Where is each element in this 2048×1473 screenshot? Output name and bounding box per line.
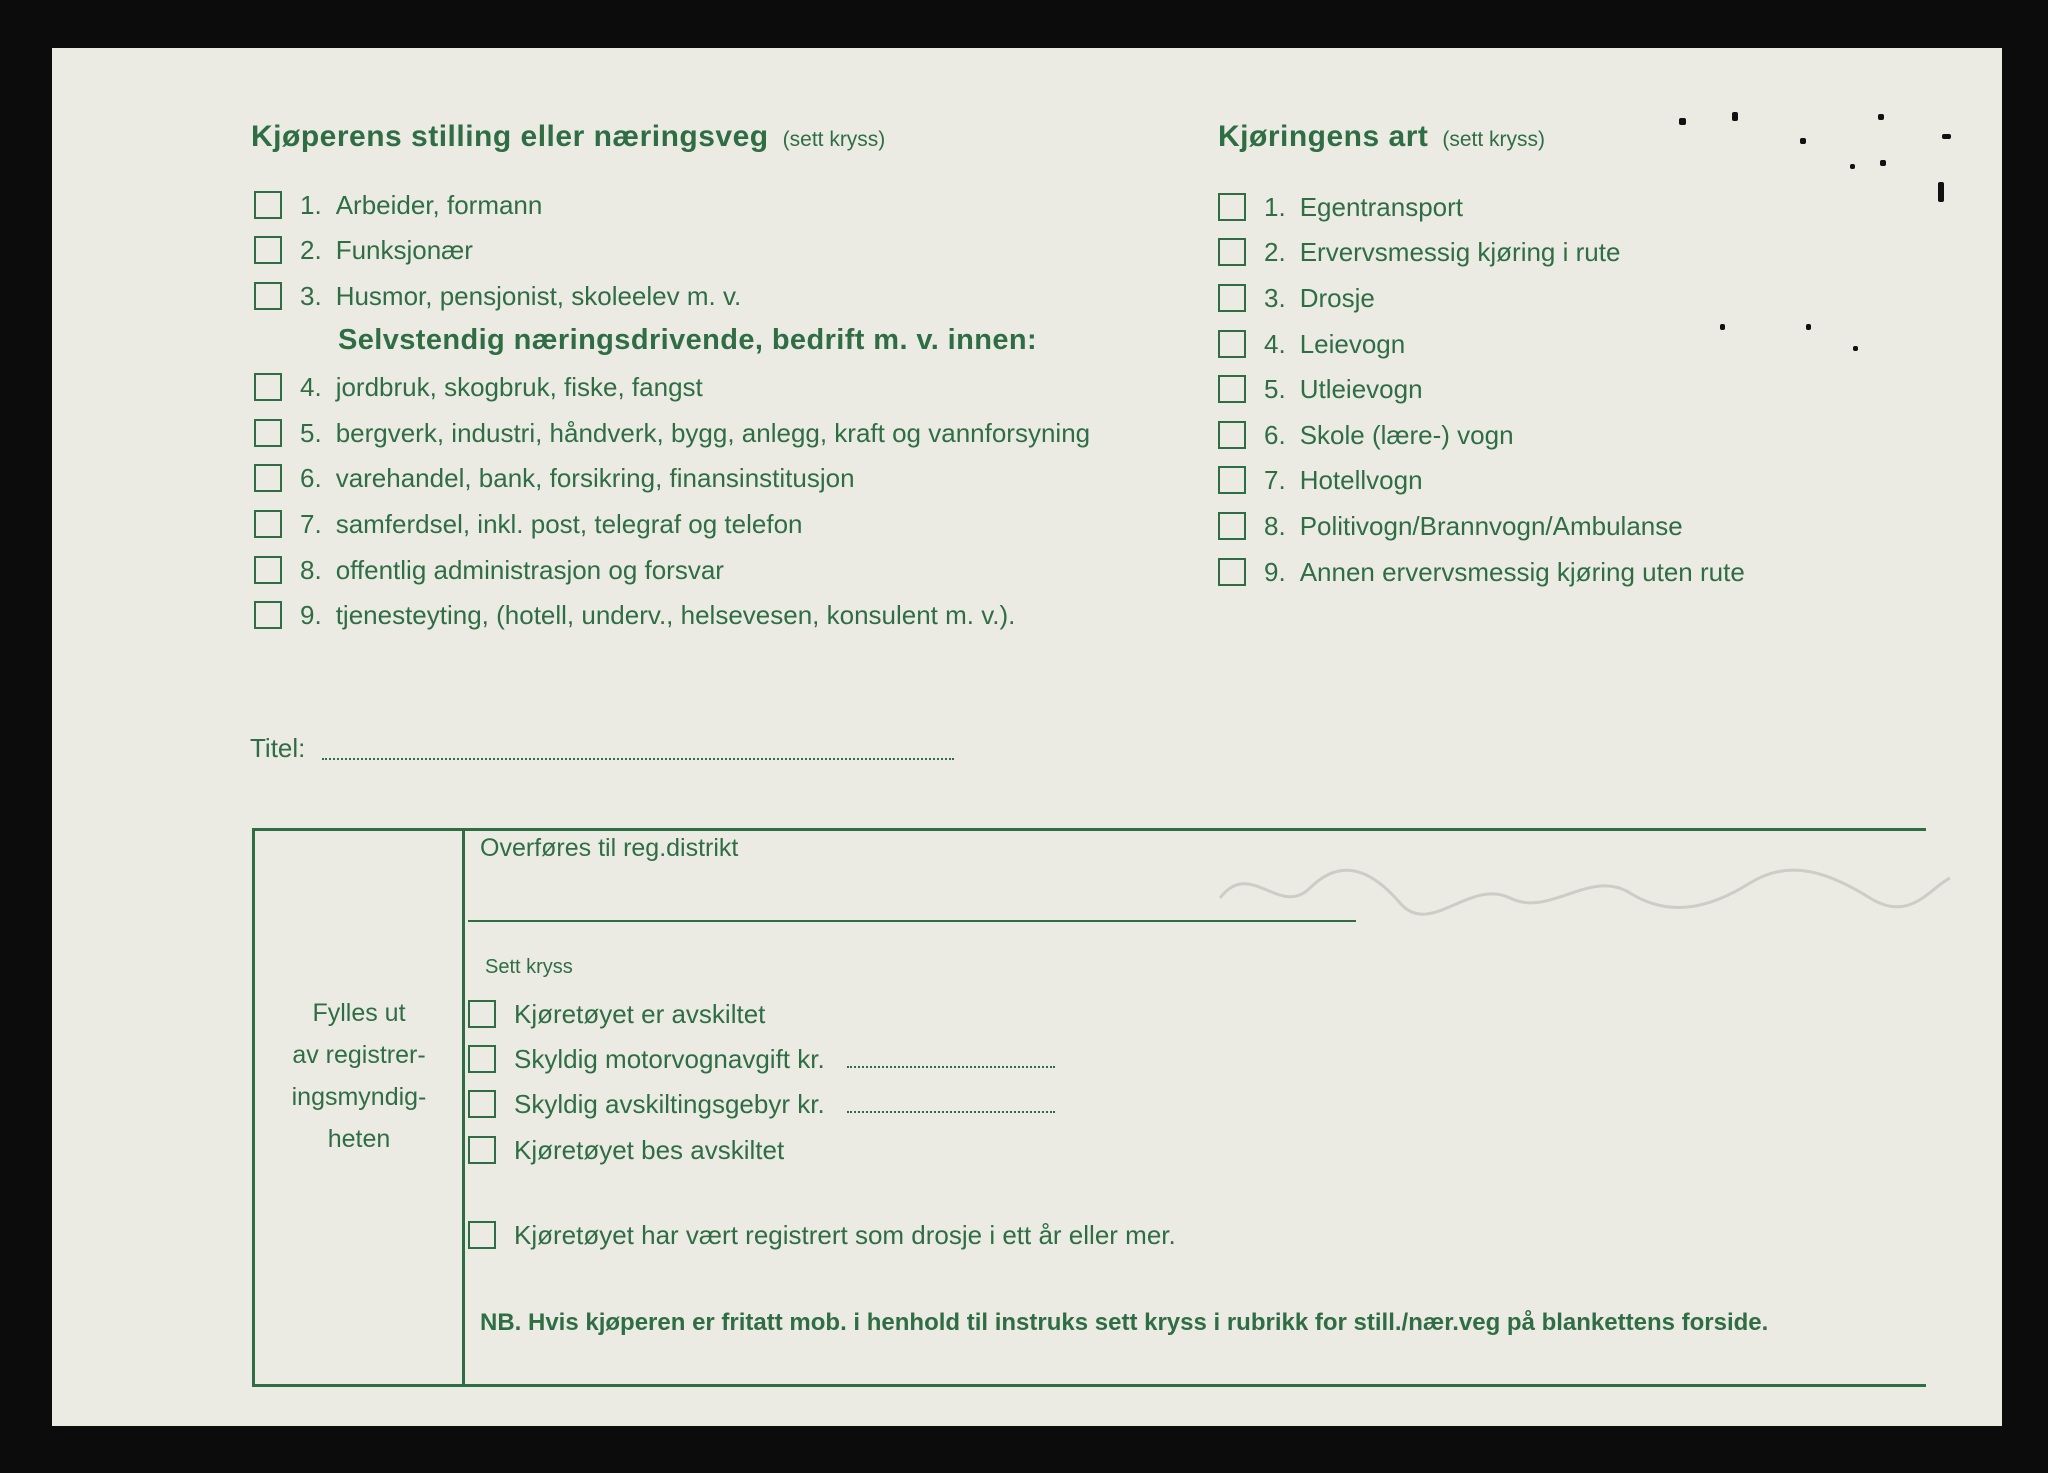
registry-side-label bbox=[264, 992, 454, 1160]
ink-speck bbox=[1942, 134, 1951, 139]
occupation-option[interactable] bbox=[254, 461, 855, 495]
option-number: 2. bbox=[1264, 236, 1286, 267]
left-heading-note: (sett kryss) bbox=[782, 128, 886, 151]
option-number: 9. bbox=[300, 599, 322, 630]
checkbox[interactable] bbox=[1218, 330, 1246, 358]
check-label: Skyldig motorvognavgift kr. bbox=[514, 1043, 825, 1074]
checkbox[interactable] bbox=[254, 236, 282, 264]
registry-check[interactable] bbox=[468, 997, 765, 1031]
checkbox[interactable] bbox=[254, 464, 282, 492]
option-number: 1. bbox=[300, 189, 322, 220]
form-sheet bbox=[52, 48, 2002, 1426]
ink-speck bbox=[1679, 118, 1686, 125]
ink-speck bbox=[1732, 112, 1738, 121]
occupation-option[interactable] bbox=[254, 416, 1090, 450]
driving-type-option[interactable] bbox=[1218, 372, 1423, 406]
option-label: jordbruk, skogbruk, fiske, fangst bbox=[335, 371, 703, 402]
option-number: 8. bbox=[300, 554, 322, 585]
option-label: Utleievogn bbox=[1299, 373, 1423, 404]
check-label: Kjøretøyet er avskiltet bbox=[514, 998, 766, 1029]
option-label: Skole (lære-) vogn bbox=[1299, 419, 1514, 450]
registry-check[interactable] bbox=[468, 1133, 784, 1167]
self-employed-subheading: Selvstendig næringsdrivende, bedrift m. v. innen: bbox=[338, 324, 1038, 356]
box-left-border bbox=[252, 828, 255, 1387]
occupation-option[interactable] bbox=[254, 553, 724, 587]
occupation-option[interactable] bbox=[254, 507, 803, 541]
checkbox[interactable] bbox=[1218, 512, 1246, 540]
right-heading-text: Kjøringens art bbox=[1218, 120, 1429, 153]
driving-type-option[interactable] bbox=[1218, 190, 1463, 224]
titel-field[interactable] bbox=[322, 758, 954, 760]
check-label: Kjøretøyet har vært registrert som drosje i ett år eller mer. bbox=[514, 1219, 1176, 1250]
option-number: 6. bbox=[1264, 419, 1286, 450]
option-number: 2. bbox=[300, 234, 322, 265]
occupation-option[interactable] bbox=[254, 279, 741, 313]
transfer-label: Overføres til reg.distrikt bbox=[480, 834, 739, 862]
option-label: offentlig administrasjon og forsvar bbox=[335, 554, 724, 585]
box-top-border bbox=[252, 828, 1926, 831]
option-number: 4. bbox=[1264, 328, 1286, 359]
option-label: Funksjonær bbox=[335, 234, 473, 265]
right-heading bbox=[1218, 120, 1545, 154]
checkbox[interactable] bbox=[254, 556, 282, 584]
driving-type-option[interactable] bbox=[1218, 555, 1745, 589]
option-label: Leievogn bbox=[1299, 328, 1406, 359]
checkbox[interactable] bbox=[468, 1000, 496, 1028]
checkbox[interactable] bbox=[1218, 238, 1246, 266]
ink-speck bbox=[1720, 324, 1725, 330]
checkbox[interactable] bbox=[468, 1221, 496, 1249]
box-bottom-border bbox=[252, 1384, 1926, 1387]
driving-type-option[interactable] bbox=[1218, 281, 1375, 315]
ink-speck bbox=[1878, 114, 1884, 120]
occupation-option[interactable] bbox=[254, 233, 473, 267]
checkbox[interactable] bbox=[254, 282, 282, 310]
faint-handwriting-trace bbox=[1210, 848, 1960, 928]
motorvognavgift-amount-field[interactable] bbox=[847, 1066, 1055, 1068]
checkbox[interactable] bbox=[1218, 193, 1246, 221]
option-number: 6. bbox=[300, 462, 322, 493]
ink-speck bbox=[1938, 182, 1944, 202]
occupation-option[interactable] bbox=[254, 598, 1015, 632]
registry-check[interactable] bbox=[468, 1087, 1055, 1121]
ink-speck bbox=[1806, 324, 1811, 330]
option-number: 3. bbox=[1264, 282, 1286, 313]
checkbox[interactable] bbox=[254, 419, 282, 447]
option-label: Drosje bbox=[1299, 282, 1375, 313]
checkbox[interactable] bbox=[254, 601, 282, 629]
titel-label: Titel: bbox=[250, 733, 306, 763]
check-label: Skyldig avskiltingsgebyr kr. bbox=[514, 1088, 825, 1119]
option-number: 4. bbox=[300, 371, 322, 402]
checkbox[interactable] bbox=[254, 373, 282, 401]
occupation-option[interactable] bbox=[254, 370, 703, 404]
option-label: tjenesteyting, (hotell, underv., helsevesen, konsulent m. v.). bbox=[335, 599, 1016, 630]
left-heading bbox=[251, 120, 885, 154]
option-number: 7. bbox=[300, 508, 322, 539]
avskiltingsgebyr-amount-field[interactable] bbox=[847, 1111, 1055, 1113]
drosje-check[interactable] bbox=[468, 1218, 1176, 1252]
option-number: 9. bbox=[1264, 556, 1286, 587]
option-label: samferdsel, inkl. post, telegraf og telefon bbox=[335, 508, 803, 539]
option-label: Egentransport bbox=[1299, 191, 1464, 222]
left-heading-text: Kjøperens stilling eller næringsveg bbox=[251, 120, 769, 153]
option-label: Arbeider, formann bbox=[335, 189, 543, 220]
checkbox[interactable] bbox=[254, 191, 282, 219]
check-label: Kjøretøyet bes avskiltet bbox=[514, 1134, 785, 1165]
side-label-line: Fylles ut bbox=[312, 999, 406, 1027]
occupation-option[interactable] bbox=[254, 188, 542, 222]
driving-type-option[interactable] bbox=[1218, 327, 1405, 361]
registry-check[interactable] bbox=[468, 1042, 1055, 1076]
side-label-line: ingsmyndig- bbox=[291, 1083, 427, 1111]
ink-speck bbox=[1800, 138, 1806, 144]
driving-type-option[interactable] bbox=[1218, 509, 1683, 543]
checkbox[interactable] bbox=[1218, 558, 1246, 586]
sett-kryss-label: Sett kryss bbox=[485, 956, 573, 978]
ink-speck bbox=[1850, 164, 1855, 169]
option-number: 5. bbox=[1264, 373, 1286, 404]
checkbox[interactable] bbox=[254, 510, 282, 538]
option-number: 1. bbox=[1264, 191, 1286, 222]
checkbox[interactable] bbox=[468, 1045, 496, 1073]
side-label-line: av registrer- bbox=[292, 1041, 426, 1069]
option-label: varehandel, bank, forsikring, finansinstitusjon bbox=[335, 462, 855, 493]
box-divider bbox=[462, 828, 465, 1387]
checkbox[interactable] bbox=[1218, 466, 1246, 494]
checkbox[interactable] bbox=[1218, 375, 1246, 403]
ink-speck bbox=[1853, 346, 1858, 351]
option-label: Hotellvogn bbox=[1299, 464, 1423, 495]
option-label: Husmor, pensjonist, skoleelev m. v. bbox=[335, 280, 742, 311]
checkbox[interactable] bbox=[468, 1136, 496, 1164]
option-number: 7. bbox=[1264, 464, 1286, 495]
option-number: 5. bbox=[300, 417, 322, 448]
option-number: 3. bbox=[300, 280, 322, 311]
ink-speck bbox=[1880, 160, 1886, 166]
option-label: bergverk, industri, håndverk, bygg, anlegg, kraft og vannforsyning bbox=[335, 417, 1091, 448]
option-label: Ervervsmessig kjøring i rute bbox=[1299, 236, 1621, 267]
nb-note: NB. Hvis kjøperen er fritatt mob. i henhold til instruks sett kryss i rubrikk for still./nær.veg på blankettens forside. bbox=[480, 1309, 1769, 1336]
driving-type-option[interactable] bbox=[1218, 463, 1423, 497]
checkbox[interactable] bbox=[1218, 421, 1246, 449]
handwriting-scribble-icon bbox=[1210, 848, 1960, 928]
option-label: Politivogn/Brannvogn/Ambulanse bbox=[1299, 510, 1683, 541]
driving-type-option[interactable] bbox=[1218, 418, 1514, 452]
checkbox[interactable] bbox=[1218, 284, 1246, 312]
right-heading-note: (sett kryss) bbox=[1442, 128, 1546, 151]
option-label: Annen ervervsmessig kjøring uten rute bbox=[1299, 556, 1745, 587]
option-number: 8. bbox=[1264, 510, 1286, 541]
checkbox[interactable] bbox=[468, 1090, 496, 1118]
driving-type-option[interactable] bbox=[1218, 235, 1620, 269]
side-label-line: heten bbox=[327, 1125, 391, 1153]
